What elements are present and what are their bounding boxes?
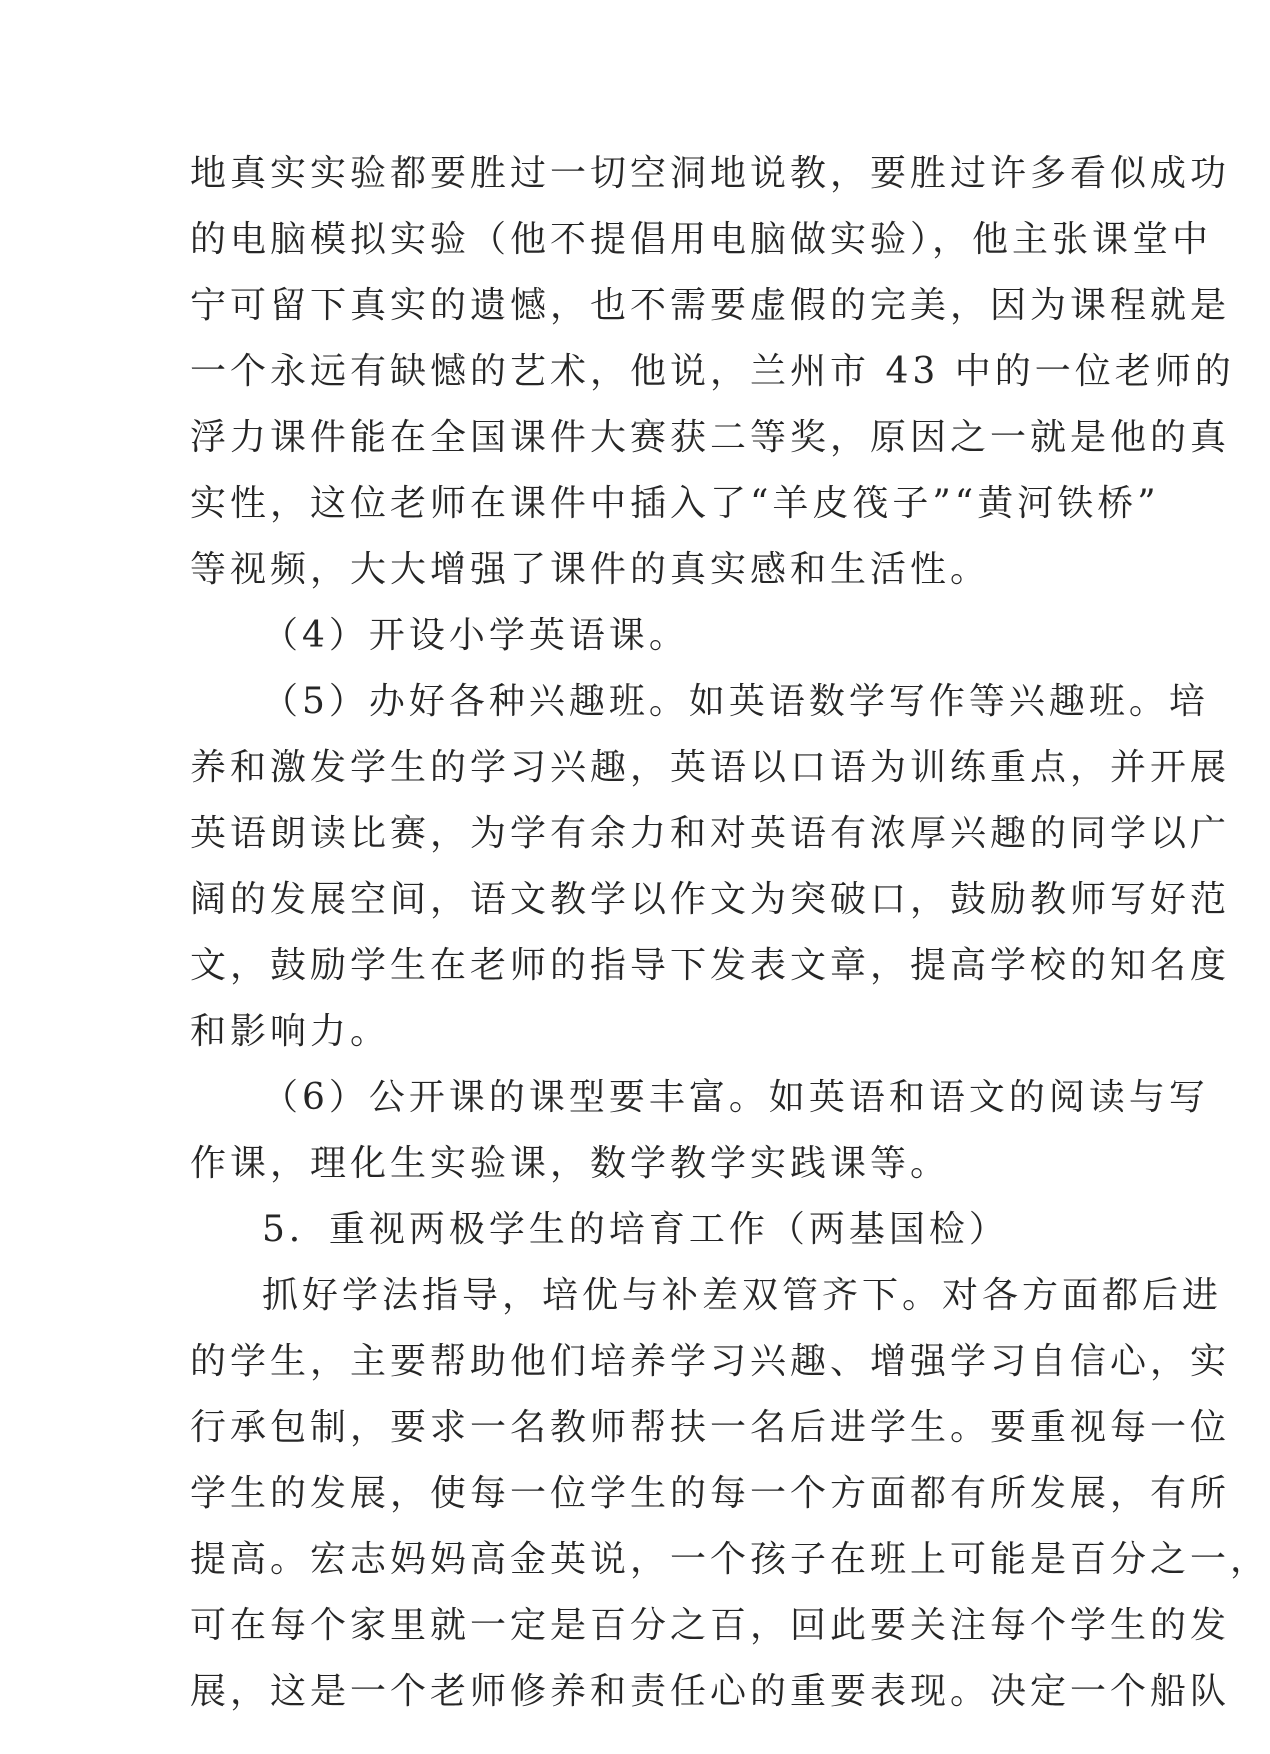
text-line: 英语朗读比赛，为学有余力和对英语有浓厚兴趣的同学以广 bbox=[190, 813, 1231, 854]
document-page bbox=[190, 152, 1270, 1736]
text-line: 地真实实验都要胜过一切空洞地说教，要胜过许多看似成功 bbox=[190, 153, 1231, 194]
text-line: 作课，理化生实验课，数学教学实践课等。 bbox=[190, 1143, 951, 1184]
text-line: 的学生，主要帮助他们培养学习兴趣、增强学习自信心，实 bbox=[190, 1341, 1231, 1382]
text-line: 阔的发展空间，语文教学以作文为突破口，鼓励教师写好范 bbox=[190, 879, 1231, 920]
list-item-heading: （4）开设小学英语课。 bbox=[262, 615, 689, 656]
text-line: 宁可留下真实的遗憾，也不需要虚假的完美，因为课程就是 bbox=[190, 285, 1231, 326]
text-line: 的电脑模拟实验（他不提倡用电脑做实验），他主张课堂中 bbox=[190, 219, 1213, 260]
text-line: 浮力课件能在全国课件大赛获二等奖，原因之一就是他的真 bbox=[190, 417, 1231, 458]
text-line: 提高。宏志妈妈高金英说，一个孩子在班上可能是百分之一， bbox=[190, 1539, 1270, 1580]
text-line: 学生的发展，使每一位学生的每一个方面都有所发展，有所 bbox=[190, 1473, 1231, 1514]
text-line: 文，鼓励学生在老师的指导下发表文章，提高学校的知名度 bbox=[190, 945, 1231, 986]
text-line: 一个永远有缺憾的艺术，他说，兰州市 43 中的一位老师的 bbox=[190, 351, 1235, 392]
text-line: 展，这是一个老师修养和责任心的重要表现。决定一个船队 bbox=[190, 1671, 1231, 1712]
text-line: 养和激发学生的学习兴趣，英语以口语为训练重点，并开展 bbox=[190, 747, 1231, 788]
section-heading: 5．重视两极学生的培育工作（两基国检） bbox=[262, 1209, 1009, 1250]
list-item-heading: （5）办好各种兴趣班。如英语数学写作等兴趣班。培 bbox=[262, 681, 1209, 722]
text-line: 可在每个家里就一定是百分之百，回此要关注每个学生的发 bbox=[190, 1605, 1231, 1646]
list-item-heading: （6）公开课的课型要丰富。如英语和语文的阅读与写 bbox=[262, 1077, 1209, 1118]
text-line: 等视频，大大增强了课件的真实感和生活性。 bbox=[190, 549, 991, 590]
text-line: 行承包制，要求一名教师帮扶一名后进学生。要重视每一位 bbox=[190, 1407, 1231, 1448]
paragraph-start: 抓好学法指导，培优与补差双管齐下。对各方面都后进 bbox=[262, 1275, 1223, 1316]
text-line: 和影响力。 bbox=[190, 1011, 391, 1052]
text-line: 实性，这位老师在课件中插入了“羊皮筏子”“黄河铁桥” bbox=[190, 483, 1160, 524]
